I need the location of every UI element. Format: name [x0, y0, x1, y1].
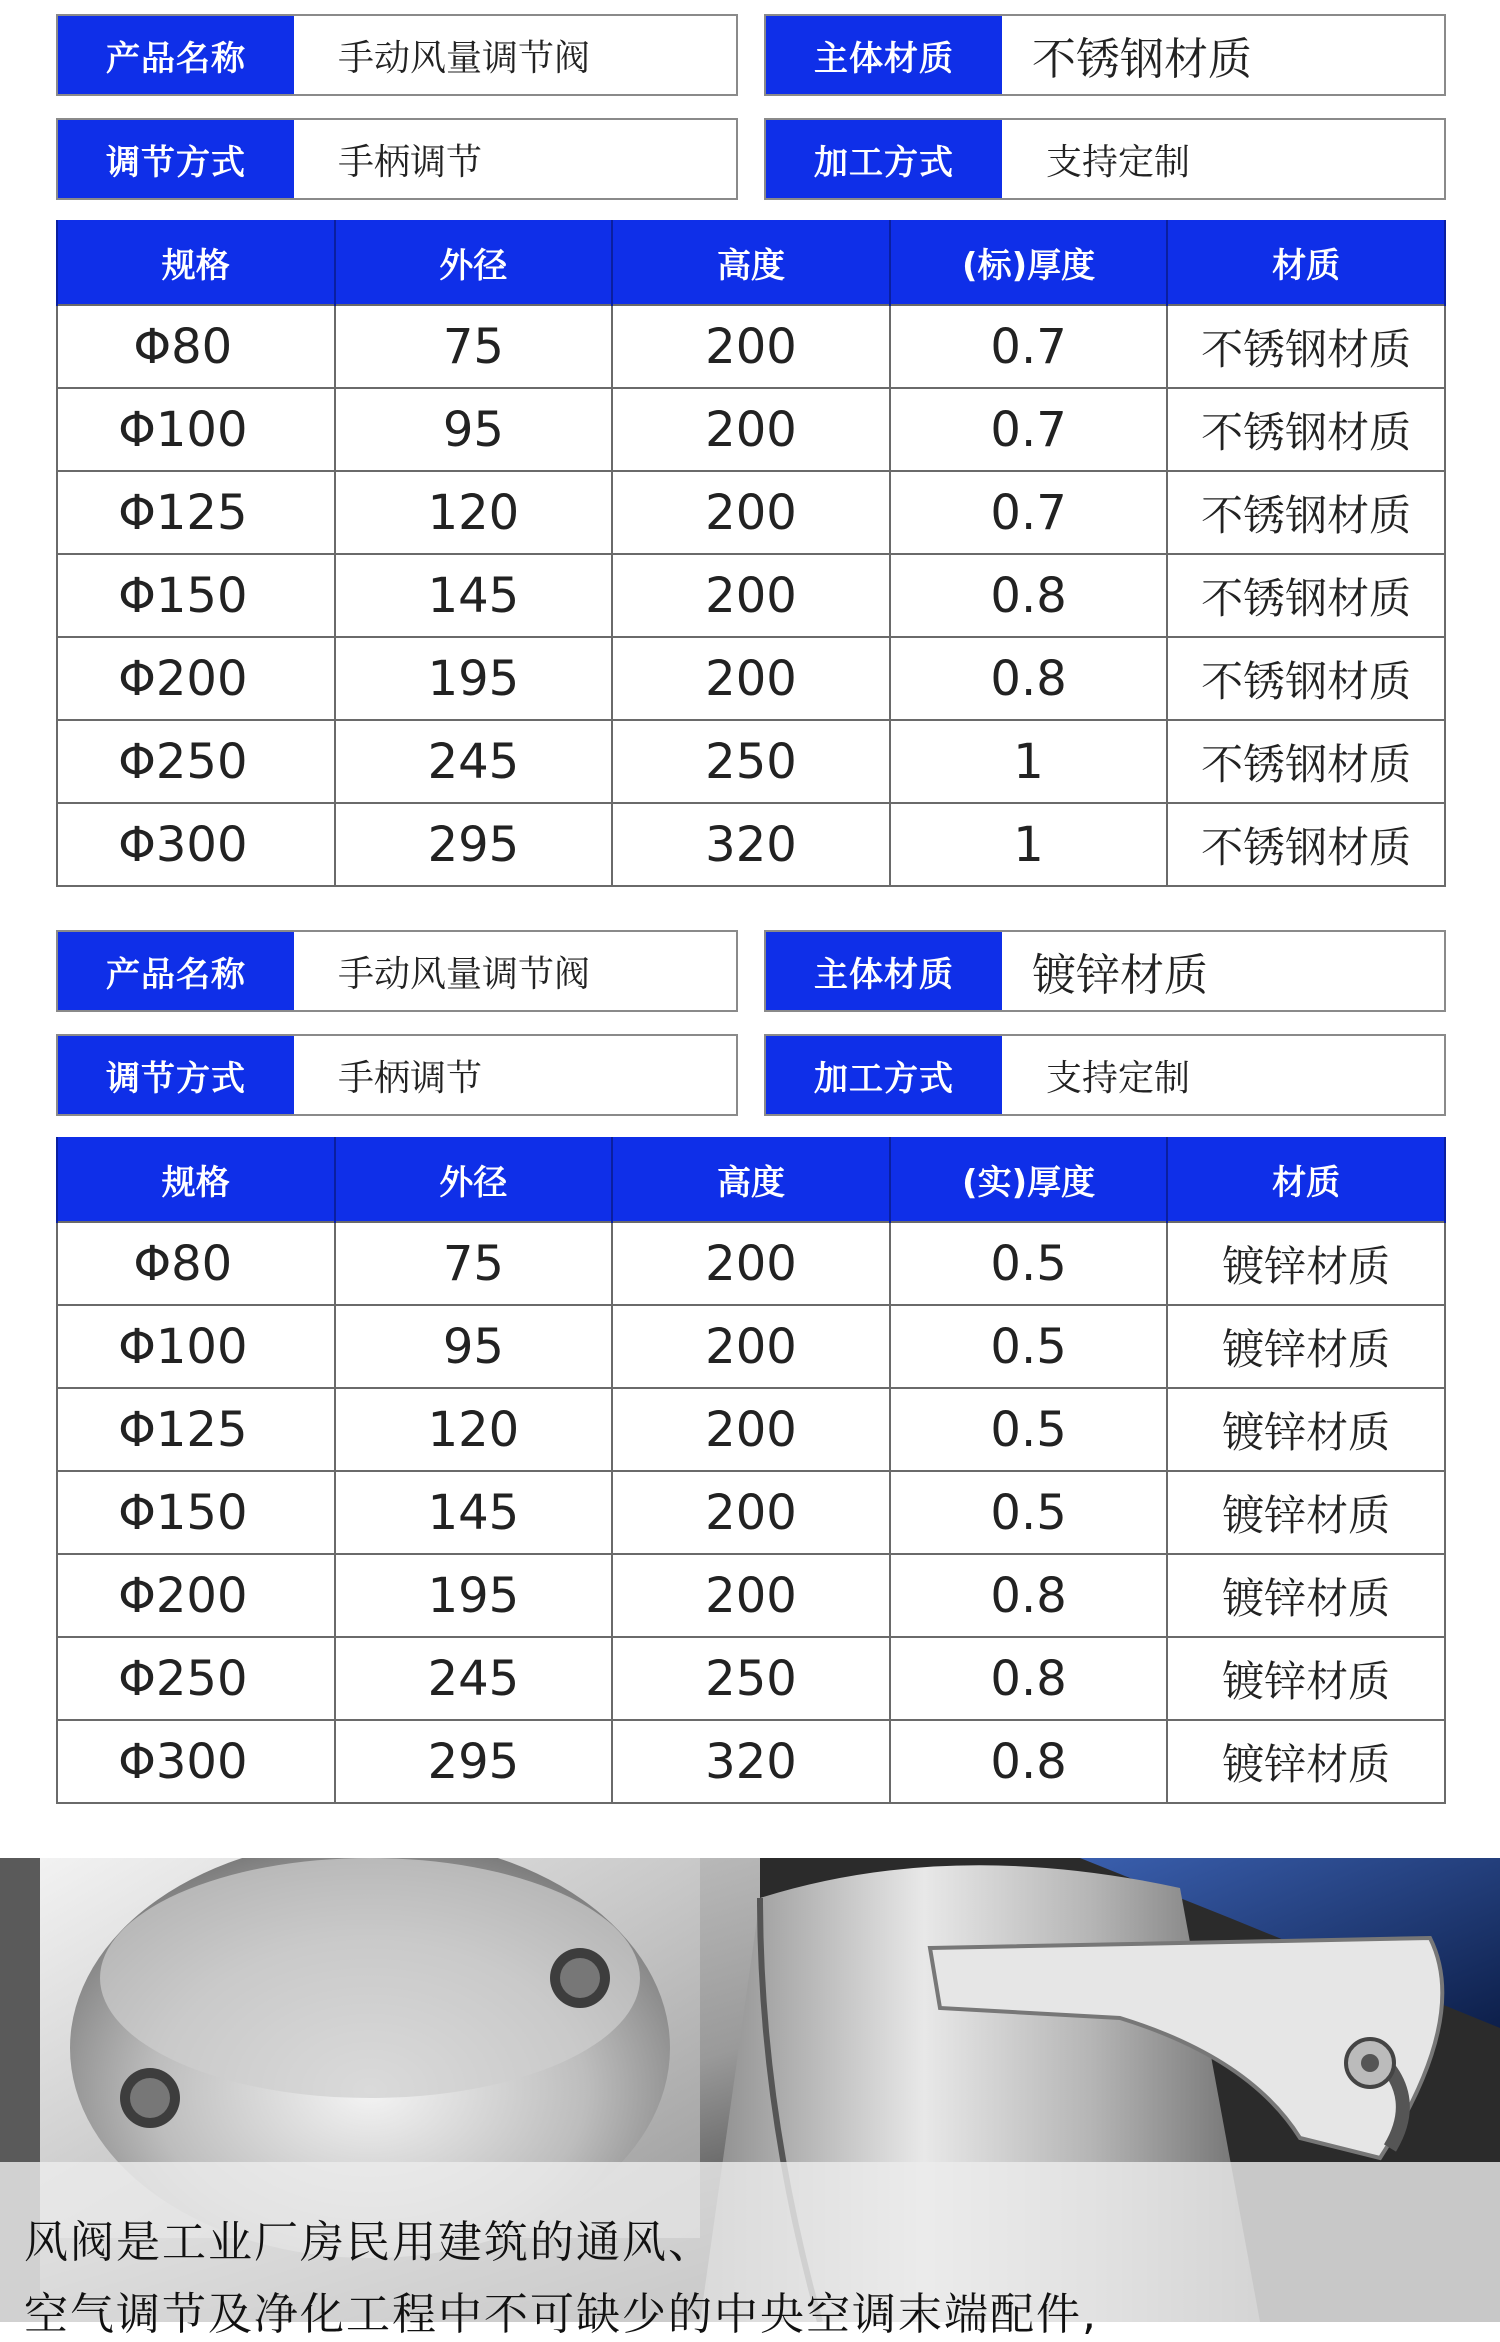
info-label: 主体材质 — [766, 16, 1002, 94]
cell-thickness: 0.8 — [890, 554, 1168, 637]
cell-outer-diameter: 245 — [335, 720, 613, 803]
info-value: 支持定制 — [1046, 1057, 1191, 1099]
info-process-method-2 — [764, 1034, 1446, 1116]
cell-height: 320 — [612, 803, 890, 886]
info-value: 手柄调节 — [338, 141, 483, 183]
cell-outer-diameter: 95 — [335, 1305, 613, 1388]
table-header-row — [57, 220, 1445, 305]
cell-outer-diameter: 75 — [335, 1222, 613, 1305]
info-label: 主体材质 — [766, 932, 1002, 1010]
cell-outer-diameter: 195 — [335, 637, 613, 720]
cell-material: 不锈钢材质 — [1167, 637, 1445, 720]
table-row — [57, 1554, 1445, 1637]
info-value: 手动风量调节阀 — [338, 37, 591, 79]
cell-thickness: 0.8 — [890, 637, 1168, 720]
info-adjust-method-1 — [56, 118, 738, 200]
cell-material: 镀锌材质 — [1167, 1305, 1445, 1388]
info-product-name-2 — [56, 930, 738, 1012]
header-height: 高度 — [612, 220, 890, 305]
cell-thickness: 0.8 — [890, 1720, 1168, 1803]
cell-thickness: 0.7 — [890, 388, 1168, 471]
header-outer-diameter: 外径 — [335, 1137, 613, 1222]
info-label: 加工方式 — [766, 120, 1002, 198]
info-material-2 — [764, 930, 1446, 1012]
table-row — [57, 1388, 1445, 1471]
table-row — [57, 803, 1445, 886]
cell-material: 不锈钢材质 — [1167, 720, 1445, 803]
cell-thickness: 0.7 — [890, 305, 1168, 388]
info-value: 不锈钢材质 — [1032, 34, 1252, 85]
cell-outer-diameter: 145 — [335, 554, 613, 637]
cell-height: 200 — [612, 637, 890, 720]
table-row — [57, 720, 1445, 803]
caption-line-2: 空气调节及净化工程中不可缺少的中央空调末端配件, — [24, 2289, 1098, 2340]
cell-spec: Φ250 — [57, 1637, 335, 1720]
cell-material: 不锈钢材质 — [1167, 803, 1445, 886]
cell-spec: Φ200 — [57, 637, 335, 720]
cell-material: 镀锌材质 — [1167, 1222, 1445, 1305]
cell-thickness: 0.8 — [890, 1554, 1168, 1637]
header-material: 材质 — [1167, 1137, 1445, 1222]
cell-outer-diameter: 120 — [335, 1388, 613, 1471]
cell-height: 200 — [612, 388, 890, 471]
cell-height: 200 — [612, 1222, 890, 1305]
cell-spec: Φ150 — [57, 554, 335, 637]
cell-spec: Φ80 — [57, 1222, 335, 1305]
cell-material: 不锈钢材质 — [1167, 471, 1445, 554]
cell-outer-diameter: 295 — [335, 1720, 613, 1803]
cell-height: 200 — [612, 305, 890, 388]
cell-height: 200 — [612, 1388, 890, 1471]
cell-height: 200 — [612, 1305, 890, 1388]
cell-material: 镀锌材质 — [1167, 1471, 1445, 1554]
cell-spec: Φ300 — [57, 803, 335, 886]
cell-spec: Φ125 — [57, 471, 335, 554]
table-row — [57, 471, 1445, 554]
table-row — [57, 388, 1445, 471]
table-row — [57, 1471, 1445, 1554]
cell-height: 200 — [612, 554, 890, 637]
cell-thickness: 1 — [890, 803, 1168, 886]
info-label: 调节方式 — [58, 1036, 294, 1114]
cell-outer-diameter: 145 — [335, 1471, 613, 1554]
cell-material: 不锈钢材质 — [1167, 554, 1445, 637]
cell-outer-diameter: 95 — [335, 388, 613, 471]
cell-material: 不锈钢材质 — [1167, 388, 1445, 471]
cell-spec: Φ125 — [57, 1388, 335, 1471]
cell-thickness: 0.5 — [890, 1388, 1168, 1471]
info-label: 加工方式 — [766, 1036, 1002, 1114]
table-row — [57, 554, 1445, 637]
caption-line-1: 风阀是工业厂房民用建筑的通风、 — [24, 2217, 714, 2268]
header-spec: 规格 — [57, 220, 335, 305]
header-material: 材质 — [1167, 220, 1445, 305]
table-row — [57, 1720, 1445, 1803]
info-material-1 — [764, 14, 1446, 96]
info-adjust-method-2 — [56, 1034, 738, 1116]
table-header-row — [57, 1137, 1445, 1222]
table-row — [57, 1305, 1445, 1388]
cell-spec: Φ250 — [57, 720, 335, 803]
cell-spec: Φ100 — [57, 1305, 335, 1388]
header-height: 高度 — [612, 1137, 890, 1222]
table-row — [57, 305, 1445, 388]
cell-height: 320 — [612, 1720, 890, 1803]
table-row — [57, 637, 1445, 720]
cell-thickness: 0.8 — [890, 1637, 1168, 1720]
info-value: 镀锌材质 — [1032, 950, 1208, 1001]
info-product-name-1 — [56, 14, 738, 96]
spec-table-stainless — [56, 220, 1446, 887]
info-label: 调节方式 — [58, 120, 294, 198]
header-spec: 规格 — [57, 1137, 335, 1222]
cell-height: 200 — [612, 1554, 890, 1637]
cell-spec: Φ150 — [57, 1471, 335, 1554]
cell-thickness: 1 — [890, 720, 1168, 803]
cell-material: 镀锌材质 — [1167, 1637, 1445, 1720]
cell-outer-diameter: 75 — [335, 305, 613, 388]
cell-height: 250 — [612, 720, 890, 803]
cell-material: 镀锌材质 — [1167, 1554, 1445, 1637]
cell-thickness: 0.5 — [890, 1471, 1168, 1554]
cell-thickness: 0.5 — [890, 1305, 1168, 1388]
cell-height: 200 — [612, 1471, 890, 1554]
cell-material: 不锈钢材质 — [1167, 305, 1445, 388]
cell-spec: Φ80 — [57, 305, 335, 388]
cell-outer-diameter: 295 — [335, 803, 613, 886]
cell-outer-diameter: 245 — [335, 1637, 613, 1720]
header-thickness: (标)厚度 — [890, 220, 1168, 305]
header-outer-diameter: 外径 — [335, 220, 613, 305]
info-process-method-1 — [764, 118, 1446, 200]
cell-material: 镀锌材质 — [1167, 1720, 1445, 1803]
info-value: 手柄调节 — [338, 1057, 483, 1099]
cell-spec: Φ100 — [57, 388, 335, 471]
cell-thickness: 0.5 — [890, 1222, 1168, 1305]
info-value: 手动风量调节阀 — [338, 953, 591, 995]
cell-spec: Φ300 — [57, 1720, 335, 1803]
table-row — [57, 1222, 1445, 1305]
table-row — [57, 1637, 1445, 1720]
cell-outer-diameter: 120 — [335, 471, 613, 554]
cell-spec: Φ200 — [57, 1554, 335, 1637]
spec-table-galvanized — [56, 1137, 1446, 1804]
info-label: 产品名称 — [58, 932, 294, 1010]
cell-thickness: 0.7 — [890, 471, 1168, 554]
info-label: 产品名称 — [58, 16, 294, 94]
info-value: 支持定制 — [1046, 141, 1191, 183]
cell-height: 200 — [612, 471, 890, 554]
cell-outer-diameter: 195 — [335, 1554, 613, 1637]
cell-material: 镀锌材质 — [1167, 1388, 1445, 1471]
cell-height: 250 — [612, 1637, 890, 1720]
header-thickness: (实)厚度 — [890, 1137, 1168, 1222]
